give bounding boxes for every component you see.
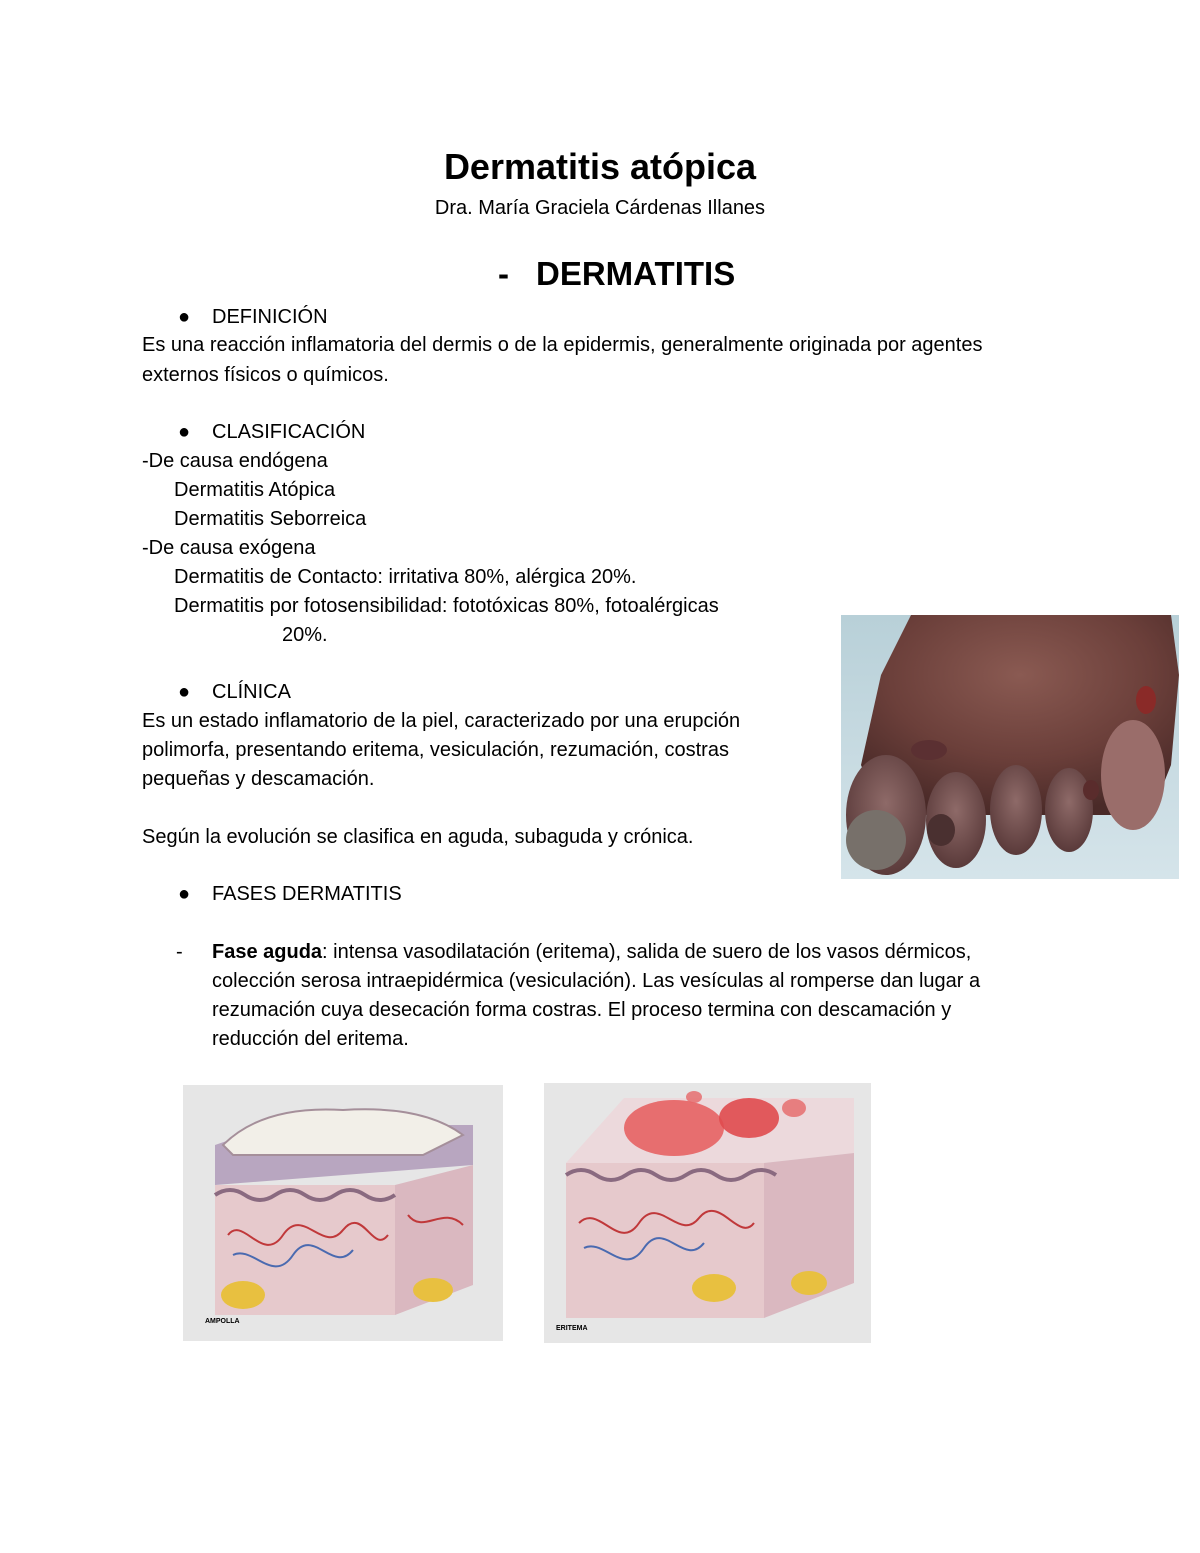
clasificacion-heading-label: CLASIFICACIÓN [212,421,366,443]
fase-aguda-label: Fase aguda [212,941,323,963]
definicion-heading [178,303,328,332]
clinica-text-line3: pequeñas y descamación. [142,768,375,790]
fases-heading [178,880,402,909]
fase-aguda-line4: reducción del eritema. [212,1028,409,1050]
clasificacion-exogena-item: Dermatitis de Contacto: irritativa 80%, alérgica 20%. [174,566,637,588]
fase-aguda-line2: colección serosa intraepidérmica (vesiculación). Las vesículas al romperse dan lugar a [212,970,981,992]
fase-aguda-line3: rezumación cuya desecación forma costras. El proceso termina con descamación y [212,999,952,1021]
section-dash: - [498,255,509,292]
clinica-heading [178,678,291,707]
fase-aguda-text: : intensa vasodilatación (eritema), salida de suero de los vasos dérmicos, [322,941,972,963]
bullet-icon: ● [178,883,191,905]
ampolla-caption: AMPOLLA [205,1318,240,1325]
clasificacion-endogena: -De causa endógena [142,450,328,472]
clinica-text-line1: Es un estado inflamatorio de la piel, caracterizado por una erupción [142,710,741,732]
section-title: DERMATITIS [536,255,736,292]
clasificacion-exogena-item: Dermatitis por fotosensibilidad: fototóxicas 80%, fotoalérgicas [174,595,719,617]
fases-dash: - [176,941,183,963]
section-heading [498,255,735,293]
clasificacion-endogena-item: Dermatitis Seborreica [174,508,367,530]
skin-illustration-ampolla [183,1085,503,1341]
fases-heading-label: FASES DERMATITIS [212,883,402,905]
clinica-text-line2: polimorfa, presentando eritema, vesiculación, rezumación, costras [142,739,729,761]
skin-illustration-eritema [544,1083,871,1343]
bullet-icon: ● [178,681,191,703]
definicion-text-line1: Es una reacción inflamatoria del dermis o de la epidermis, generalmente originada por agentes [142,334,983,356]
document-author: Dra. María Graciela Cárdenas Illanes [434,197,766,219]
bullet-icon: ● [178,306,191,328]
clasificacion-endogena-item: Dermatitis Atópica [174,479,336,501]
eritema-caption: ERITEMA [556,1325,588,1332]
clasificacion-exogena: -De causa exógena [142,537,316,559]
bullet-icon: ● [178,421,191,443]
definicion-heading-label: DEFINICIÓN [212,306,328,328]
clasificacion-heading [178,418,366,447]
definicion-text-line2: externos físicos o químicos. [142,364,389,386]
clasificacion-exogena-item-cont: 20%. [282,624,328,646]
clinica-evolucion: Según la evolución se clasifica en aguda, subaguda y crónica. [142,826,694,848]
fase-aguda-line1 [212,938,971,967]
clinica-heading-label: CLÍNICA [212,681,291,703]
foot-dermatitis-photo [841,615,1179,879]
document-title: Dermatitis atópica [443,146,757,187]
